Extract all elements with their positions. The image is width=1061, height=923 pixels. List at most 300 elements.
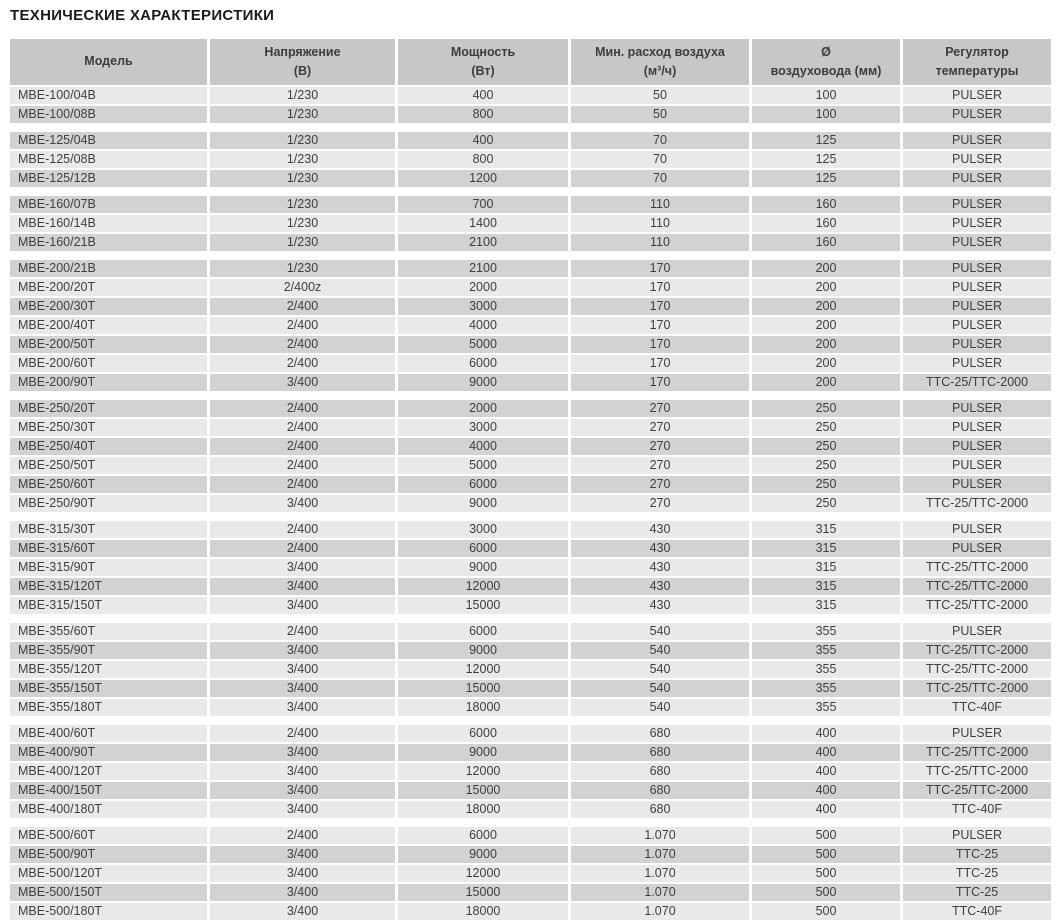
value-cell: PULSER [903,170,1051,187]
value-cell: 270 [571,495,749,512]
value-cell: 1/230 [210,106,395,123]
value-cell: TTC-40F [903,903,1051,920]
value-cell: 110 [571,234,749,251]
table-row [10,106,1051,123]
column-header-0 [10,39,207,85]
model-cell: MBE-250/20T [10,400,207,417]
page-title: ТЕХНИЧЕСКИЕ ХАРАКТЕРИСТИКИ [10,7,275,24]
table-row [10,642,1051,659]
value-cell: 1/230 [210,132,395,149]
value-cell: TTC-25/TTC-2000 [903,642,1051,659]
table-row [10,782,1051,799]
value-cell: 100 [752,106,900,123]
value-cell: 3/400 [210,763,395,780]
value-cell: 2/400 [210,336,395,353]
column-header-3 [571,39,749,85]
value-cell: 170 [571,374,749,391]
table-row [10,699,1051,716]
value-cell: 355 [752,680,900,697]
table-row [10,661,1051,678]
value-cell: 500 [752,865,900,882]
model-cell: MBE-400/60T [10,725,207,742]
model-cell: MBE-200/60T [10,355,207,372]
value-cell: 1.070 [571,903,749,920]
model-cell: MBE-400/150T [10,782,207,799]
value-cell: 200 [752,279,900,296]
value-cell: 4000 [398,317,568,334]
value-cell: 170 [571,260,749,277]
value-cell: 3/400 [210,642,395,659]
model-cell: MBE-200/21B [10,260,207,277]
column-title: Мощность [450,44,516,59]
group-gap [10,189,1051,194]
group-gap [10,393,1051,398]
value-cell: 125 [752,170,900,187]
value-cell: 430 [571,559,749,576]
value-cell: 18000 [398,903,568,920]
value-cell: 800 [398,151,568,168]
value-cell: 110 [571,215,749,232]
value-cell: 680 [571,782,749,799]
value-cell: 315 [752,540,900,557]
value-cell: 160 [752,234,900,251]
value-cell: 2/400 [210,317,395,334]
model-cell: MBE-200/40T [10,317,207,334]
value-cell: 2/400 [210,623,395,640]
model-cell: MBE-125/12B [10,170,207,187]
value-cell: 15000 [398,597,568,614]
value-cell: 3/400 [210,559,395,576]
column-title: Ø [821,44,831,59]
model-cell: MBE-250/40T [10,438,207,455]
column-unit: воздуховода (мм) [770,64,882,78]
model-cell: MBE-160/21B [10,234,207,251]
model-cell: MBE-500/90T [10,846,207,863]
model-cell: MBE-355/60T [10,623,207,640]
value-cell: 2/400 [210,521,395,538]
value-cell: 400 [752,801,900,818]
value-cell: PULSER [903,827,1051,844]
value-cell: PULSER [903,132,1051,149]
value-cell: 2100 [398,234,568,251]
value-cell: 200 [752,355,900,372]
group-gap-cell [10,393,1051,398]
column-header-2 [398,39,568,85]
value-cell: TTC-25/TTC-2000 [903,763,1051,780]
model-cell: MBE-315/90T [10,559,207,576]
model-cell: MBE-355/180T [10,699,207,716]
value-cell: 170 [571,317,749,334]
value-cell: 1.070 [571,846,749,863]
value-cell: 2/400 [210,725,395,742]
value-cell: 15000 [398,884,568,901]
value-cell: 500 [752,846,900,863]
value-cell: 18000 [398,801,568,818]
value-cell: TTC-25/TTC-2000 [903,782,1051,799]
column-title: Мин. расход воздуха [595,44,725,59]
value-cell: 170 [571,355,749,372]
table-row [10,279,1051,296]
group-gap-cell [10,616,1051,621]
value-cell: 5000 [398,336,568,353]
value-cell: 3000 [398,521,568,538]
model-cell: MBE-355/120T [10,661,207,678]
table-row [10,457,1051,474]
value-cell: 9000 [398,559,568,576]
table-row [10,400,1051,417]
model-cell: MBE-100/08B [10,106,207,123]
value-cell: TTC-40F [903,801,1051,818]
value-cell: 70 [571,170,749,187]
value-cell: 250 [752,495,900,512]
table-body [10,87,1051,920]
value-cell: PULSER [903,336,1051,353]
value-cell: PULSER [903,317,1051,334]
table-row [10,846,1051,863]
value-cell: PULSER [903,106,1051,123]
table-row [10,540,1051,557]
value-cell: 315 [752,559,900,576]
value-cell: 110 [571,196,749,213]
group-gap [10,616,1051,621]
value-cell: TTC-25/TTC-2000 [903,597,1051,614]
model-cell: MBE-200/30T [10,298,207,315]
value-cell: 3/400 [210,680,395,697]
page [0,7,1061,922]
value-cell: 1/230 [210,151,395,168]
model-cell: MBE-315/120T [10,578,207,595]
model-cell: MBE-200/90T [10,374,207,391]
value-cell: 1/230 [210,260,395,277]
value-cell: 6000 [398,540,568,557]
value-cell: 355 [752,623,900,640]
header-row [10,39,1051,85]
value-cell: 160 [752,215,900,232]
value-cell: 160 [752,196,900,213]
value-cell: 540 [571,642,749,659]
value-cell: 125 [752,151,900,168]
value-cell: PULSER [903,457,1051,474]
value-cell: 1/230 [210,170,395,187]
value-cell: 400 [398,132,568,149]
value-cell: 680 [571,744,749,761]
value-cell: 3/400 [210,801,395,818]
model-cell: MBE-355/90T [10,642,207,659]
value-cell: TTC-25 [903,846,1051,863]
value-cell: PULSER [903,260,1051,277]
value-cell: 250 [752,419,900,436]
table-row [10,336,1051,353]
table-row [10,196,1051,213]
table-row [10,623,1051,640]
value-cell: 250 [752,438,900,455]
value-cell: 9000 [398,642,568,659]
column-title: Модель [84,54,133,69]
group-gap-cell [10,253,1051,258]
group-gap [10,125,1051,130]
value-cell: 250 [752,457,900,474]
value-cell: 18000 [398,699,568,716]
group-gap-cell [10,820,1051,825]
value-cell: 9000 [398,374,568,391]
value-cell: TTC-25/TTC-2000 [903,661,1051,678]
model-cell: MBE-500/60T [10,827,207,844]
table-header [10,39,1051,85]
group-gap [10,253,1051,258]
value-cell: 540 [571,699,749,716]
value-cell: 200 [752,374,900,391]
value-cell: 3/400 [210,495,395,512]
value-cell: 3000 [398,419,568,436]
value-cell: 100 [752,87,900,104]
value-cell: 2000 [398,400,568,417]
model-cell: MBE-400/90T [10,744,207,761]
value-cell: PULSER [903,438,1051,455]
value-cell: TTC-25 [903,865,1051,882]
table-row [10,419,1051,436]
value-cell: 200 [752,317,900,334]
value-cell: 9000 [398,744,568,761]
model-cell: MBE-160/14B [10,215,207,232]
value-cell: 2/400 [210,540,395,557]
table-row [10,827,1051,844]
value-cell: 400 [752,782,900,799]
value-cell: 2/400 [210,355,395,372]
value-cell: 6000 [398,623,568,640]
value-cell: PULSER [903,355,1051,372]
table-row [10,215,1051,232]
model-cell: MBE-125/08B [10,151,207,168]
group-gap [10,718,1051,723]
value-cell: 1.070 [571,884,749,901]
value-cell: 2/400 [210,298,395,315]
value-cell: TTC-25/TTC-2000 [903,578,1051,595]
value-cell: TTC-25/TTC-2000 [903,374,1051,391]
value-cell: PULSER [903,540,1051,557]
model-cell: MBE-355/150T [10,680,207,697]
value-cell: TTC-25/TTC-2000 [903,744,1051,761]
column-title: Напряжение [264,44,341,59]
table-row [10,170,1051,187]
value-cell: 355 [752,699,900,716]
model-cell: MBE-400/180T [10,801,207,818]
value-cell: 800 [398,106,568,123]
value-cell: 430 [571,578,749,595]
value-cell: PULSER [903,419,1051,436]
table-row [10,374,1051,391]
value-cell: 270 [571,476,749,493]
value-cell: 315 [752,578,900,595]
column-unit: (В) [293,64,312,78]
group-gap-cell [10,514,1051,519]
specs-table [7,37,1054,922]
value-cell: 12000 [398,763,568,780]
column-title: Регулятор [945,44,1009,59]
table-row [10,865,1051,882]
value-cell: 3/400 [210,597,395,614]
table-row [10,317,1051,334]
value-cell: 1/230 [210,234,395,251]
value-cell: 125 [752,132,900,149]
value-cell: 170 [571,298,749,315]
table-row [10,801,1051,818]
column-unit: (Вт) [471,64,495,78]
table-row [10,298,1051,315]
column-header-1 [210,39,395,85]
value-cell: PULSER [903,623,1051,640]
value-cell: 5000 [398,457,568,474]
column-unit: температуры [935,64,1019,78]
value-cell: 680 [571,725,749,742]
value-cell: TTC-25/TTC-2000 [903,559,1051,576]
value-cell: PULSER [903,725,1051,742]
value-cell: 400 [752,763,900,780]
value-cell: 250 [752,476,900,493]
value-cell: 3/400 [210,578,395,595]
value-cell: 6000 [398,476,568,493]
table-row [10,597,1051,614]
value-cell: 3/400 [210,661,395,678]
table-row [10,744,1051,761]
value-cell: 6000 [398,827,568,844]
table-row [10,884,1051,901]
table-row [10,151,1051,168]
value-cell: 170 [571,279,749,296]
table-row [10,521,1051,538]
value-cell: 4000 [398,438,568,455]
value-cell: 430 [571,597,749,614]
value-cell: 270 [571,457,749,474]
model-cell: MBE-315/60T [10,540,207,557]
value-cell: 315 [752,521,900,538]
column-header-4 [752,39,900,85]
model-cell: MBE-250/30T [10,419,207,436]
value-cell: 170 [571,336,749,353]
value-cell: 2/400 [210,419,395,436]
value-cell: 12000 [398,865,568,882]
model-cell: MBE-200/20T [10,279,207,296]
value-cell: 1/230 [210,87,395,104]
value-cell: 70 [571,151,749,168]
model-cell: MBE-160/07B [10,196,207,213]
value-cell: PULSER [903,196,1051,213]
table-row [10,476,1051,493]
value-cell: 700 [398,196,568,213]
value-cell: PULSER [903,215,1051,232]
table-row [10,578,1051,595]
value-cell: 1/230 [210,215,395,232]
value-cell: PULSER [903,87,1051,104]
value-cell: 355 [752,642,900,659]
value-cell: PULSER [903,476,1051,493]
value-cell: 2/400 [210,400,395,417]
value-cell: 12000 [398,661,568,678]
value-cell: 355 [752,661,900,678]
value-cell: 270 [571,419,749,436]
value-cell: 2/400 [210,476,395,493]
table-row [10,559,1051,576]
group-gap [10,820,1051,825]
value-cell: TTC-25/TTC-2000 [903,680,1051,697]
value-cell: 2/400 [210,457,395,474]
value-cell: TTC-25 [903,884,1051,901]
value-cell: 500 [752,903,900,920]
value-cell: 3/400 [210,865,395,882]
value-cell: 400 [398,87,568,104]
value-cell: 50 [571,87,749,104]
value-cell: 3000 [398,298,568,315]
value-cell: 250 [752,400,900,417]
value-cell: 200 [752,298,900,315]
value-cell: 3/400 [210,374,395,391]
model-cell: MBE-250/60T [10,476,207,493]
value-cell: 3/400 [210,744,395,761]
value-cell: 430 [571,540,749,557]
value-cell: 500 [752,827,900,844]
value-cell: 1200 [398,170,568,187]
value-cell: PULSER [903,521,1051,538]
value-cell: 540 [571,680,749,697]
value-cell: 400 [752,744,900,761]
value-cell: PULSER [903,298,1051,315]
value-cell: 2/400 [210,438,395,455]
model-cell: MBE-250/50T [10,457,207,474]
value-cell: 680 [571,763,749,780]
model-cell: MBE-100/04B [10,87,207,104]
value-cell: 680 [571,801,749,818]
table-row [10,355,1051,372]
model-cell: MBE-500/180T [10,903,207,920]
column-header-5 [903,39,1051,85]
model-cell: MBE-250/90T [10,495,207,512]
value-cell: 3/400 [210,699,395,716]
table-row [10,132,1051,149]
value-cell: 3/400 [210,846,395,863]
value-cell: 2100 [398,260,568,277]
column-unit: (м³/ч) [643,64,677,78]
group-gap [10,514,1051,519]
value-cell: 270 [571,438,749,455]
model-cell: MBE-500/120T [10,865,207,882]
value-cell: 200 [752,260,900,277]
value-cell: PULSER [903,234,1051,251]
value-cell: 70 [571,132,749,149]
value-cell: 2/400 [210,827,395,844]
value-cell: 500 [752,884,900,901]
value-cell: 3/400 [210,903,395,920]
model-cell: MBE-315/30T [10,521,207,538]
value-cell: 3/400 [210,782,395,799]
value-cell: 400 [752,725,900,742]
value-cell: PULSER [903,151,1051,168]
model-cell: MBE-500/150T [10,884,207,901]
value-cell: 540 [571,623,749,640]
model-cell: MBE-400/120T [10,763,207,780]
table-row [10,725,1051,742]
table-row [10,260,1051,277]
value-cell: 15000 [398,680,568,697]
value-cell: 50 [571,106,749,123]
table-row [10,903,1051,920]
value-cell: 15000 [398,782,568,799]
model-cell: MBE-315/150T [10,597,207,614]
value-cell: TTC-25/TTC-2000 [903,495,1051,512]
value-cell: 1400 [398,215,568,232]
value-cell: 6000 [398,725,568,742]
value-cell: PULSER [903,279,1051,296]
value-cell: 1.070 [571,865,749,882]
table-row [10,438,1051,455]
